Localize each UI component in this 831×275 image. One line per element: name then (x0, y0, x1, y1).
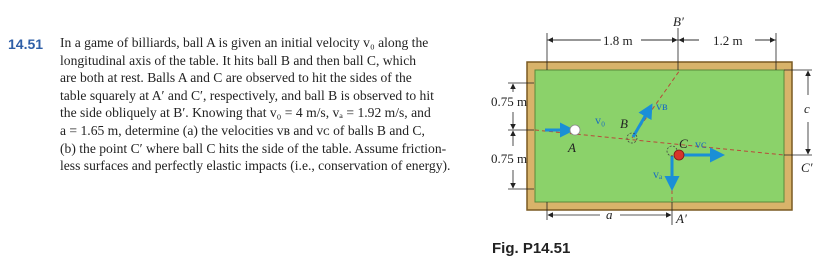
ball-a (570, 125, 580, 135)
dim-label-a: a (606, 207, 613, 222)
dim-label-c: c (804, 101, 810, 116)
dim-label-0-75m-lower: 0.75 m (491, 151, 528, 166)
statement-line: longitudinal axis of the table. It hits ball B and then ball C, which (60, 52, 417, 68)
statement-line: table squarely at A′ and C′, respectively, and ball B is observed to hit (60, 87, 434, 103)
statement-line: the side obliquely at B′. Knowing that v₀ = 4 m/s, vₐ = 1.92 m/s, and (60, 105, 431, 121)
table-felt (535, 70, 784, 202)
label-ball-b: B (620, 116, 628, 131)
point-a-prime: A′ (676, 211, 687, 226)
ball-c (674, 150, 684, 160)
statement-line: a = 1.65 m, determine (a) the velocities vʙ and vᴄ of balls B and C, (60, 122, 425, 138)
statement-line: are both at rest. Balls A and C are observed to hit the sides of the (60, 70, 412, 86)
dim-label-0-75m-upper: 0.75 m (491, 94, 528, 109)
point-b-prime: B′ (673, 14, 684, 29)
label-ball-a: A (568, 140, 576, 155)
dim-label-1-2m: 1.2 m (713, 33, 743, 48)
point-c-prime: C′ (801, 160, 813, 175)
label-v0: v₀ (595, 113, 606, 127)
label-vb: vʙ (656, 99, 668, 113)
label-vc: vᴄ (695, 137, 707, 151)
label-ball-c: C (679, 136, 688, 151)
statement-line: less surfaces and perfectly elastic impacts (i.e., conservation of energy). (60, 158, 451, 174)
dim-label-1-8m: 1.8 m (603, 33, 633, 48)
statement-line: In a game of billiards, ball A is given an initial velocity v₀ along the (60, 35, 429, 50)
statement-line: (b) the point C′ where ball C hits the side of the table. Assume friction- (60, 140, 447, 156)
problem-number: 14.51 (8, 36, 44, 52)
figure-caption: Fig. P14.51 (492, 240, 571, 257)
label-va: vₐ (653, 167, 663, 181)
